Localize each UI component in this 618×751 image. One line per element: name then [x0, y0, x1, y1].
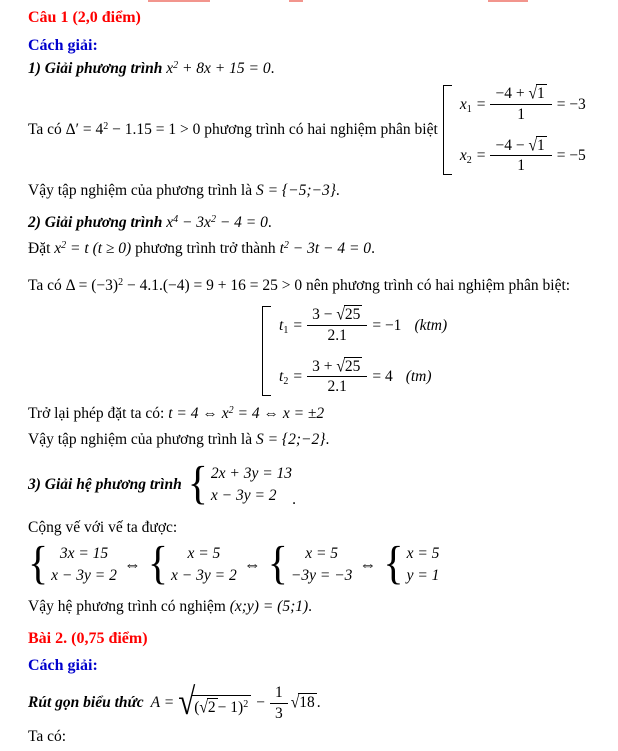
cropped-text-fragment — [289, 0, 303, 2]
conclusion-3: Vậy hệ phương trình có nghiệm (x;y) = (5;1). — [28, 598, 313, 615]
left-square-bracket — [443, 85, 452, 175]
problem2-statement — [28, 213, 272, 232]
radical-sign: √ — [178, 679, 196, 723]
period: . — [270, 60, 275, 77]
system-step-2 — [147, 538, 237, 590]
left-curly-brace: { — [147, 538, 169, 590]
solution-row-x2: $x_2$ = $\frac{-4 - √1}{1}$ = −5 — [459, 135, 586, 175]
system-equation: 3x = 15 — [59, 545, 109, 563]
fraction-one-third: $\frac{1}{3}$ — [270, 684, 288, 723]
problem3-statement — [28, 458, 296, 510]
cropped-text-fragment — [148, 0, 210, 2]
delta-expression: $\Delta = (-3)^2 - 4.1.(-4) = 9 + 16 = 25 > 0$ — [65, 277, 303, 294]
condition-note: (ktm) — [414, 316, 448, 334]
radical: √25 — [336, 356, 361, 376]
exponent: 2 — [243, 698, 249, 710]
radical-18: √18 — [290, 693, 315, 713]
exponent: 2 — [210, 214, 216, 225]
exponent: 2 — [118, 277, 124, 288]
radical-sign: √ — [199, 697, 208, 717]
problem3-label: 3) Giải hệ phương trình — [28, 476, 182, 494]
left-curly-brace: { — [267, 538, 288, 590]
solution-row-x1: $x_1$ = $\frac{-4 + √1}{1}$ = −3 — [459, 83, 586, 123]
fraction: $\frac{3 + √25}{2.1}$ — [307, 358, 367, 397]
subscript: 2 — [466, 155, 472, 167]
left-square-bracket — [262, 306, 271, 396]
radical-sign: √ — [528, 83, 537, 103]
left-curly-brace: { — [383, 538, 404, 590]
solution-set: S = {−5;−3} — [255, 182, 336, 199]
radical-sign: √ — [290, 693, 300, 713]
problem2-label: 2) Giải phương trình — [28, 214, 163, 231]
text-ta-co: Ta có — [28, 121, 62, 139]
equivalence-arrow: ⇔ — [123, 555, 141, 575]
period: . — [371, 240, 375, 257]
problem1-statement — [28, 59, 274, 78]
period: . — [325, 431, 330, 448]
system-equation: y = 1 — [406, 567, 440, 584]
ta-co-label: Ta có: — [28, 728, 67, 745]
conclusion-1: Vậy tập nghiệm của phương trình là S = {−5;−3}. — [28, 182, 340, 199]
system-step-4 — [383, 538, 440, 590]
left-curly-brace: { — [187, 458, 208, 510]
solution-set: S = {2;−2} — [255, 431, 326, 448]
solution-row-t1: $t_1$ = $\frac{3 - √25}{2.1}$ = −1 (ktm) — [279, 305, 448, 344]
exponent: 2 — [228, 405, 234, 416]
subscript: 1 — [466, 103, 472, 115]
condition-note: (tm) — [405, 368, 432, 386]
fraction: $\frac{-4 - √1}{1}$ — [490, 137, 551, 176]
system-equation: x − 3y = 2 — [51, 567, 117, 584]
period: . — [335, 182, 340, 199]
question2-heading: Bài 2. (0,75 điểm) — [28, 630, 148, 647]
method-label-1: Cách giải: — [28, 37, 98, 54]
exponent: 2 — [103, 121, 109, 133]
system-step-1 — [28, 538, 117, 590]
system-equation: x = 5 — [406, 545, 440, 563]
system-equation: −3y = −3 — [290, 567, 353, 584]
radical-sign: √ — [528, 135, 537, 155]
system-equation: x = 5 — [305, 545, 339, 563]
left-curly-brace: { — [28, 538, 49, 590]
substitution-step: Đặt $x^2 = t$ (t ≥ 0) phương trình trở thành $t^2 - 3t - 4 = 0$. — [28, 240, 375, 257]
exponent: 2 — [283, 240, 289, 251]
subscript: 1 — [283, 324, 289, 336]
minus-sign: − — [256, 694, 265, 712]
radical-sign: √ — [336, 356, 345, 376]
solution-pair: (x;y) = (5;1) — [229, 598, 309, 615]
period: . — [316, 694, 321, 712]
fraction: $\frac{3 - √25}{2.1}$ — [307, 306, 367, 345]
fraction: $\frac{-4 + √1}{1}$ — [490, 85, 551, 124]
system-step-3 — [267, 538, 353, 590]
radical: √25 — [336, 305, 361, 324]
method-label-2: Cách giải: — [28, 657, 98, 674]
exponent: 2 — [61, 240, 67, 251]
exponent: 4 — [173, 214, 179, 225]
solution-row-t2: $t_2$ = $\frac{3 + √25}{2.1}$ = 4 (tm) — [279, 356, 432, 396]
given-system — [187, 458, 293, 510]
radical-sign: √ — [336, 305, 345, 324]
problem1-label: 1) Giải phương trình — [28, 60, 163, 77]
question1-heading: Câu 1 (2,0 điểm) — [28, 9, 141, 26]
delta-expression: $\Delta' = 4^2 - 1.15 = 1 > 0$ — [65, 121, 201, 139]
solution-step-delta1 — [28, 84, 591, 176]
subscript: 2 — [283, 376, 289, 388]
radical: √1 — [528, 135, 545, 155]
equivalence-arrow: ⇔ — [359, 555, 377, 575]
inner-radical: √2 — [199, 697, 216, 717]
problem4-label: Rút gọn biểu thức — [28, 694, 144, 712]
period: . — [308, 598, 313, 615]
add-equations-step: Cộng vế với vế ta được: — [28, 519, 178, 536]
radical: √1 — [528, 83, 545, 103]
equivalence-arrow: ⇔ — [243, 555, 261, 575]
period: . — [292, 490, 296, 508]
equation-p2: $x^4 - 3x^2 - 4 = 0$ — [166, 214, 268, 231]
system-x-solutions — [443, 85, 591, 175]
system-equation: 2x + 3y = 13 — [210, 465, 293, 483]
system-t-solutions — [262, 306, 452, 402]
equivalence-chain — [28, 538, 440, 590]
big-radical: √ $(√2 - 1)^2$ — [178, 689, 251, 717]
exponent: 2 — [173, 60, 179, 71]
period: . — [267, 214, 272, 231]
solution-step-delta2: Ta có $\Delta = (-3)^2 - 4.1.(-4) = 9 + 16 = 25 > 0$ nên phương trình có hai nghiệm phân biệt: — [28, 277, 571, 294]
system-equation: x − 3y = 2 — [171, 567, 237, 584]
equation-p1: $x^2 + 8x + 15 = 0$ — [166, 60, 271, 77]
text-two-roots: phương trình có hai nghiệm phân biệt — [204, 121, 438, 139]
back-substitution-step: Trở lại phép đặt ta có: t = 4 ⇔ $x^2 = 4$ ⇔ x = ±2 — [28, 405, 325, 422]
problem4-statement: Rút gọn biểu thức A = √ $(√2 - 1)^2$ − $\frac{1}{3}$ √18 . — [28, 679, 321, 723]
system-equation: x = 5 — [187, 545, 221, 563]
system-equation: x − 3y = 2 — [210, 487, 277, 504]
conclusion-2: Vậy tập nghiệm của phương trình là S = {2;−2}. — [28, 431, 330, 448]
cropped-text-fragment — [488, 0, 528, 2]
